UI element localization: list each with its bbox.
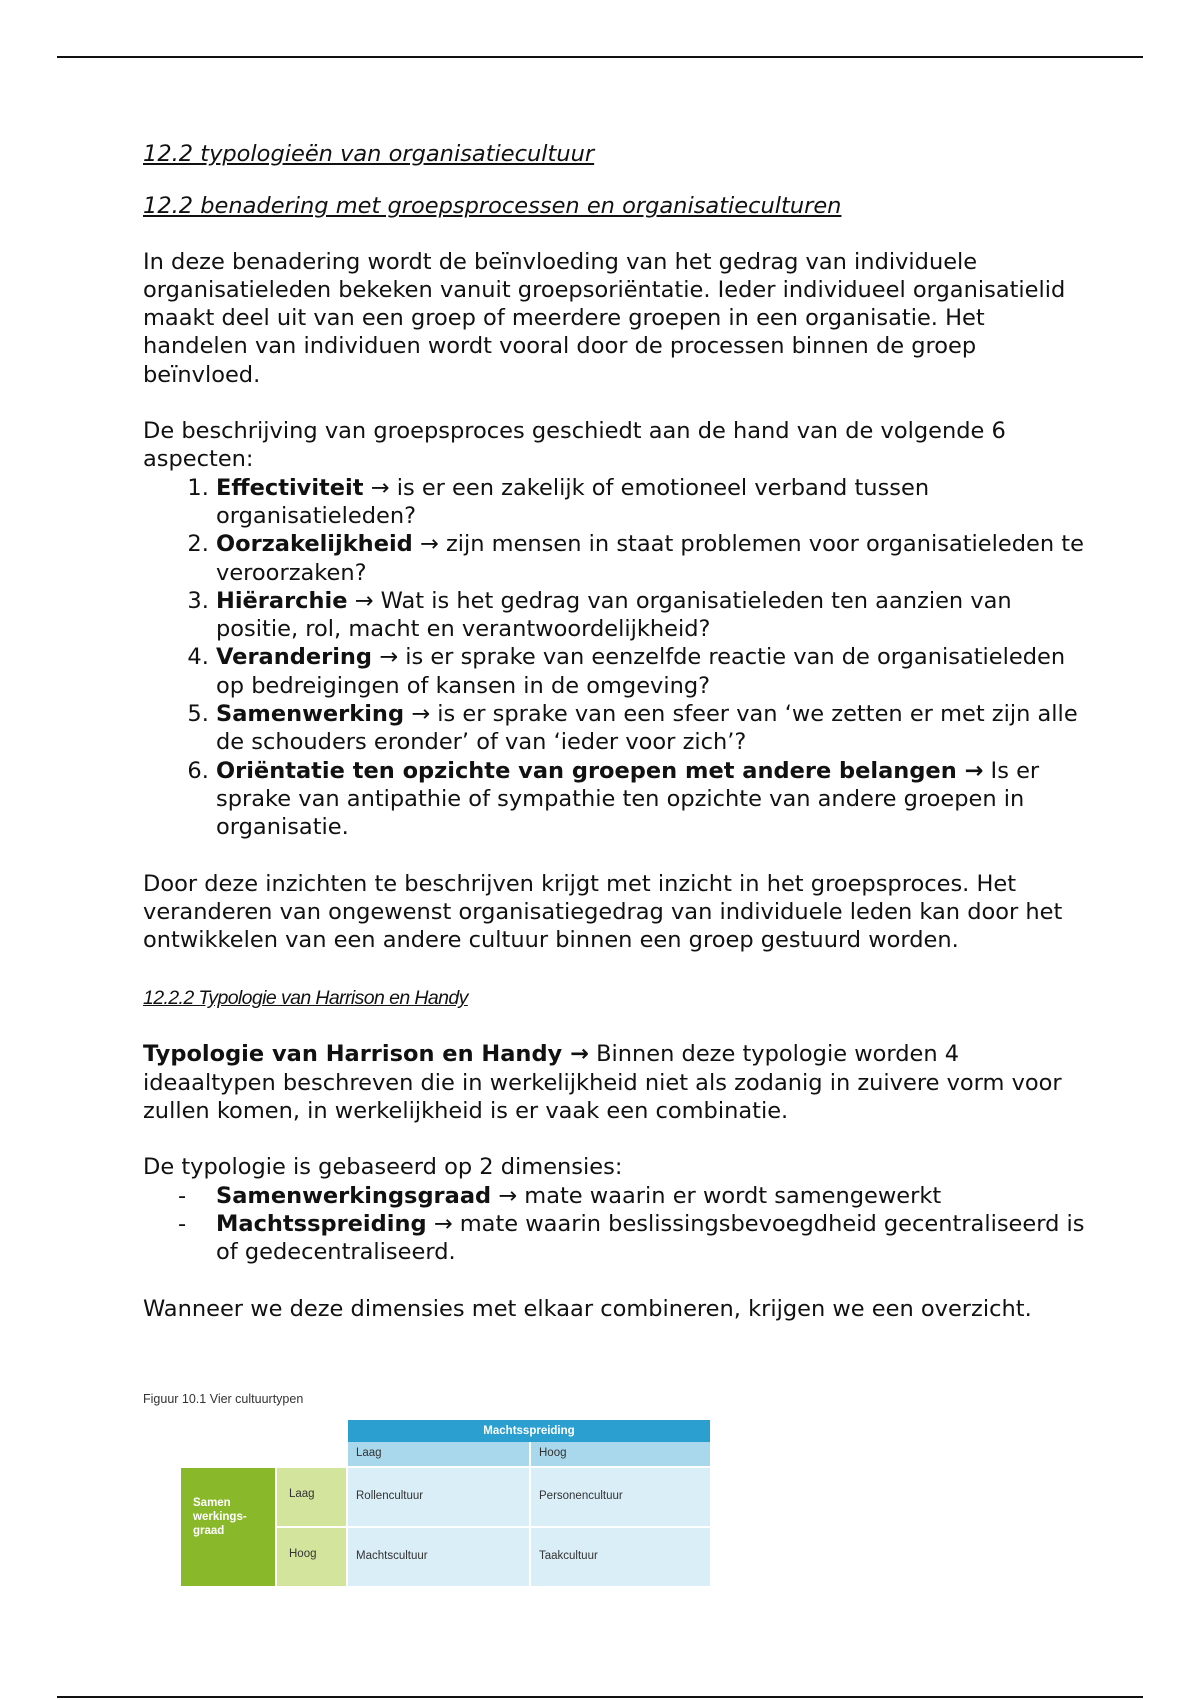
column-header: Machtsspreiding bbox=[348, 1420, 710, 1442]
row-header bbox=[181, 1468, 275, 1586]
aspect-text: → is er een zakelijk of emotioneel verband tussen organisatieleden? bbox=[216, 474, 930, 529]
aspect-item bbox=[216, 643, 1093, 700]
aspect-item bbox=[216, 530, 1093, 587]
typology-term: Typologie van Harrison en Handy → bbox=[143, 1041, 589, 1068]
typology-text: Binnen deze typologie worden 4 ideaaltypen beschreven die in werkelijkheid niet als zodanig in zuivere vorm voor zullen komen, in werkelijkheid is er vaak een combinatie. bbox=[143, 1041, 1062, 1125]
section-heading: 12.2 typologieën van organisatiecultuur bbox=[143, 141, 595, 167]
typology-subheading: 12.2.2 Typologie van Harrison en Handy bbox=[143, 987, 468, 1010]
aspect-text: → is er sprake van een sfeer van ‘we zetten er met zijn alle de schouders eronder’ of van ‘ieder voor zich’? bbox=[216, 701, 1078, 756]
dimensions-list bbox=[143, 1182, 1093, 1267]
aspect-item bbox=[216, 757, 1093, 842]
aspect-term: Hiërarchie bbox=[216, 587, 348, 614]
aspect-term: Oorzakelijkheid bbox=[216, 531, 413, 558]
row-header-line: werkings- bbox=[193, 1511, 247, 1523]
figure-caption: Figuur 10.1 Vier cultuurtypen bbox=[143, 1392, 304, 1406]
aspect-text: → is er sprake van eenzelfde reactie van de organisatieleden op bedreigingen of kansen in de omgeving? bbox=[216, 644, 1066, 699]
dimension-item bbox=[178, 1210, 1093, 1267]
dimension-text: → mate waarin er wordt samengewerkt bbox=[491, 1182, 942, 1209]
conclusion-paragraph: Door deze inzichten te beschrijven krijgt met inzicht in het groepsproces. Het veranderen van ongewenst organisatiegedrag van individuele leden kan door het ontwikkelen van een andere cultuur binnen een groep gestuurd worden. bbox=[143, 870, 1063, 954]
subsection-heading: 12.2 benadering met groepsprocessen en organisatieculturen bbox=[143, 193, 842, 220]
aspect-text: → Wat is het gedrag van organisatieleden ten aanzien van positie, rol, macht en verantwoordelijkheid? bbox=[216, 587, 1012, 643]
row-header-line: graad bbox=[193, 1525, 225, 1537]
dimension-term: Machtsspreiding bbox=[216, 1210, 427, 1237]
column-high-label: Hoog bbox=[531, 1442, 710, 1466]
column-low-label: Laag bbox=[348, 1442, 531, 1466]
aspect-term: Verandering bbox=[216, 644, 373, 671]
dimension-text: → mate waarin beslissingsbevoegdheid gecentraliseerd is of gedecentraliseerd. bbox=[216, 1210, 1085, 1266]
culture-types-figure bbox=[181, 1420, 710, 1586]
row-low-label: Laag bbox=[277, 1468, 346, 1526]
cell-rollencultuur: Rollencultuur bbox=[348, 1468, 529, 1526]
dimension-item bbox=[178, 1182, 1093, 1210]
document-body bbox=[143, 140, 1093, 1323]
overview-paragraph: Wanneer we deze dimensies met elkaar combineren, krijgen we een overzicht. bbox=[143, 1295, 1032, 1322]
aspect-term: Oriëntatie ten opzichte van groepen met andere belangen → bbox=[216, 757, 984, 784]
aspects-list bbox=[143, 474, 1093, 842]
cell-taakcultuur: Taakcultuur bbox=[531, 1528, 710, 1586]
aspect-text: → zijn mensen in staat problemen voor organisatieleden te veroorzaken? bbox=[216, 531, 1084, 586]
row-header-line: Samen bbox=[193, 1497, 231, 1509]
cell-personencultuur: Personencultuur bbox=[531, 1468, 710, 1526]
aspect-item bbox=[216, 700, 1093, 757]
aspect-term: Effectiviteit bbox=[216, 474, 364, 501]
cell-machtscultuur: Machtscultuur bbox=[348, 1528, 529, 1586]
footer-rule bbox=[57, 1696, 1143, 1698]
typology-paragraph bbox=[143, 1040, 1093, 1125]
aspect-item bbox=[216, 587, 1093, 644]
aspect-text: Is er sprake van antipathie of sympathie ten opzichte van andere groepen in organisatie. bbox=[216, 757, 1040, 841]
dash-bullet: - bbox=[178, 1182, 187, 1209]
header-rule bbox=[57, 56, 1143, 58]
dimensions-intro: De typologie is gebaseerd op 2 dimensies: bbox=[143, 1154, 623, 1181]
dash-bullet: - bbox=[178, 1210, 187, 1237]
row-high-label: Hoog bbox=[277, 1528, 346, 1586]
dimension-term: Samenwerkingsgraad bbox=[216, 1182, 492, 1209]
aspect-term: Samenwerking bbox=[216, 701, 405, 728]
intro-paragraph: In deze benadering wordt de beïnvloeding van het gedrag van individuele organisatieleden bekeken vanuit groepsoriëntatie. Ieder individueel organisatielid maakt deel uit van een groep of meerdere groepen in een organisatie. Het handelen van individuen wordt vooral door de processen binnen de groep beïnvloed. bbox=[143, 248, 1066, 388]
aspects-intro: De beschrijving van groepsproces geschiedt aan de hand van de volgende 6 aspecten: bbox=[143, 418, 1006, 473]
aspect-item bbox=[216, 474, 1093, 531]
